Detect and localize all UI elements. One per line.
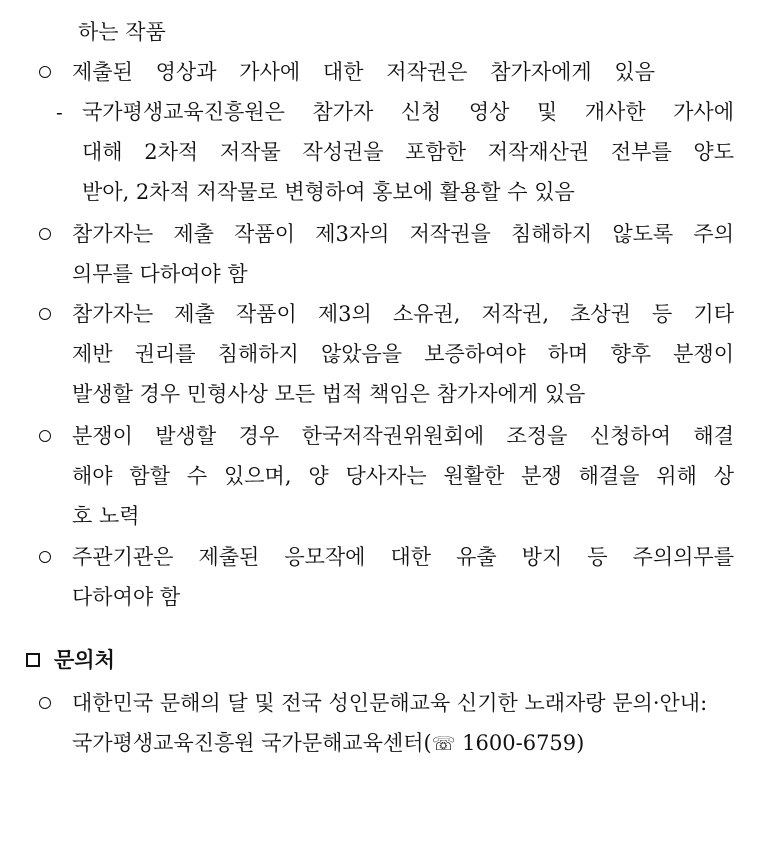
item5-line-2: 다하여야 함 [72, 585, 181, 609]
item3-line-1: 참가자는 제출 작품이 제3의 소유권, 저작권, 초상권 등 기타 [72, 302, 734, 326]
sub-item-line-3: 받아, 2차적 저작물로 변형하여 홍보에 활용할 수 있음 [82, 180, 575, 204]
item3-line-2: 제반 권리를 침해하지 않았음을 보증하여야 하며 향후 분쟁이 [72, 342, 734, 366]
item2-line-1: 참가자는 제출 작품이 제3자의 저작권을 침해하지 않도록 주의 [72, 222, 734, 246]
item4-line-1: 분쟁이 발생할 경우 한국저작권위원회에 조정을 신청하여 해결 [72, 424, 734, 448]
item4-line-3: 호 노력 [72, 504, 140, 528]
bullet-circle-icon [39, 430, 51, 442]
contact-heading: 문의처 [54, 648, 115, 672]
bullet-circle-icon [39, 308, 51, 320]
sub-item-line-1: 국가평생교육진흥원은 참가자 신청 영상 및 개사한 가사에 [82, 100, 734, 124]
section-square-icon [26, 653, 40, 667]
item4-line-2: 해야 함할 수 있으며, 양 당사자는 원활한 분쟁 해결을 위해 상 [72, 464, 734, 488]
copyright-item-text: 제출된 영상과 가사에 대한 저작권은 참가자에게 있음 [72, 60, 655, 84]
item2-line-2: 의무를 다하여야 함 [72, 262, 248, 286]
contact-line-2 [72, 723, 584, 763]
contact-org-text: 국가평생교육진흥원 국가문해교육센터( [72, 731, 432, 755]
item5-line-1: 주관기관은 제출된 응모작에 대한 유출 방지 등 주의의무를 [72, 545, 734, 569]
dash-bullet: - [56, 100, 63, 124]
bullet-circle-icon [39, 697, 51, 709]
bullet-circle-icon [39, 551, 51, 563]
item3-line-3: 발생할 경우 민형사상 모든 법적 책임은 참가자에게 있음 [72, 382, 586, 406]
bullet-circle-icon [39, 228, 51, 240]
continuation-text: 하는 작품 [78, 20, 166, 44]
contact-line-1: 대한민국 문해의 달 및 전국 성인문해교육 신기한 노래자랑 문의·안내: [72, 691, 708, 715]
bullet-circle-icon [39, 66, 51, 78]
phone-icon: ☏ [431, 733, 456, 755]
phone-number: 1600-6759) [455, 731, 585, 755]
sub-item-line-2: 대해 2차적 저작물 작성권을 포함한 저작재산권 전부를 양도 [82, 140, 734, 164]
